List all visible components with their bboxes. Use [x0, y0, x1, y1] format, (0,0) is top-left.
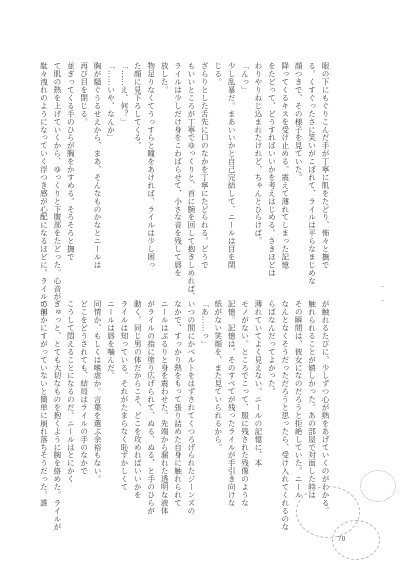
- text-line: いつの間にかベルトをはずされてくつろげられたジーンズの: [186, 300, 196, 515]
- edge-mark: [381, 286, 384, 287]
- text-line: 降ってくるキスを受け止める。震えて薄れてしまった記憶: [280, 62, 290, 269]
- gear-watermark-icon: [360, 470, 396, 502]
- text-line: ライルは知っている。それがたまらなく恥ずかしくて: [119, 300, 129, 491]
- text-line: た顔に見下ろしてくる。: [133, 62, 143, 150]
- text-line: こうして悶えることになるのだ。ニールはとにかく: [66, 300, 76, 483]
- text-line: 再び目を閉じる。: [79, 62, 89, 126]
- text-line: 少し乱暴だ。まあいいかと自己完結して、ニールは目を閉: [227, 62, 237, 269]
- text-line: らばなんだってよかった。: [267, 300, 277, 396]
- text-line: て肌の熱を上げていくから、ゆっくりと下腹部をたどった。心音が: [52, 62, 62, 301]
- text-line: 駄々洩れのようになっていく浮つき感が心配になるほどに。ライルの手: [39, 62, 49, 317]
- text-block-upper: [37, 62, 332, 317]
- text-line: どこをどうされても、結局はライルの手のなかで: [79, 300, 89, 475]
- text-line: 「……いや、なんか」: [106, 62, 116, 142]
- text-line: 放した。: [160, 62, 170, 94]
- text-line: なんとなくそうだっただろうと思ったら、受け入れてくれるのな: [280, 300, 290, 531]
- text-line: 胸が騒ぐうるせえから、まあ、そんなものかなとニールは: [93, 62, 103, 269]
- edge-mark: [381, 300, 384, 301]
- text-line: 薄れていてよく見えない。ニールの記憶に、本: [253, 300, 263, 467]
- text-line: ニールはぶるりと身を震わせた。先端から漏れた透明な液体: [160, 300, 170, 515]
- text-line: 顔つきで、その様子を見ていた。: [294, 62, 304, 182]
- text-line: なかで、すっかり熱をもって張り詰めた自身に触れられて: [173, 300, 183, 507]
- text-line: をたどって、どうすればいいかを考えはじめる。さきほどは: [267, 62, 277, 277]
- text-line: 並ぎってくる手のひらが胸をかすめる。そろそろと撫で: [66, 62, 76, 261]
- text-line: じる。: [213, 62, 223, 86]
- text-line: ニールは唇を噛んだ。: [106, 300, 116, 380]
- text-line: 記憶。記憶は、そのすべてが残ったライルが手引き向けな: [227, 300, 237, 507]
- text-line: 「んっ」: [240, 62, 250, 94]
- text-line: もいいところが丁寧でゆっくりと、首に腕を回して抱きしめれば、: [186, 62, 196, 301]
- text-line: 同情か、もしくは嗜虐か。言葉を選ぶ余裕もない。: [93, 300, 103, 483]
- text-line: 「……え、何？」: [119, 62, 129, 126]
- text-line: わりやりねじ込まれたけれど、ちゃんとひらけば。: [253, 62, 263, 245]
- text-line: る。くすぐったさに笑いがこぼれて、ライルは平らなまじめな: [307, 62, 317, 285]
- text-line: 動く。同じ男の体だからこそ、どこを攻めればいいかを: [133, 300, 143, 499]
- text-line: モノがない。ところでこって、服に残された残像のような: [240, 300, 250, 507]
- text-line: 紙がない笑顔を、また見ていられるから。: [213, 300, 223, 452]
- text-line: 眼の下にもぐりこんだ手が丁寧に肌をたどり、怖々と撫で: [321, 62, 330, 269]
- text-line: ぎゅっと、とても大切なものを抱くように腕を絡めた。ライルが: [52, 300, 62, 531]
- text-line: ライルは少しだけ身をこわばらせて、小さな音を残して唇を: [173, 62, 183, 277]
- text-line: て何かにすがっていないと簡単に崩れ落ちそうだった。誰: [39, 300, 49, 507]
- text-line: 「あ……っ」: [200, 300, 210, 348]
- text-line: その瞬間は、彼女になのだろうと拒絶していた。ニール: [294, 300, 304, 499]
- text-line: 触れられることが嬉しかった。あの部屋で対面した時は: [307, 300, 317, 499]
- text-block-lower: [37, 300, 332, 531]
- text-line: ざらりとした舌先に口のなかを丁寧にたどられる。どうで: [200, 62, 210, 269]
- text-line: が触れるたびに、少しずつ心が熱をあげていくのがわかる。: [321, 300, 330, 515]
- page-number: 70: [337, 536, 346, 543]
- text-line: 物足りなくてうっすらと瞳をあければ、ライルは少し困っ: [146, 62, 156, 269]
- text-line: がライルの指に塗り広げられて、ぬる、ぬる、と手のひらが: [146, 300, 156, 515]
